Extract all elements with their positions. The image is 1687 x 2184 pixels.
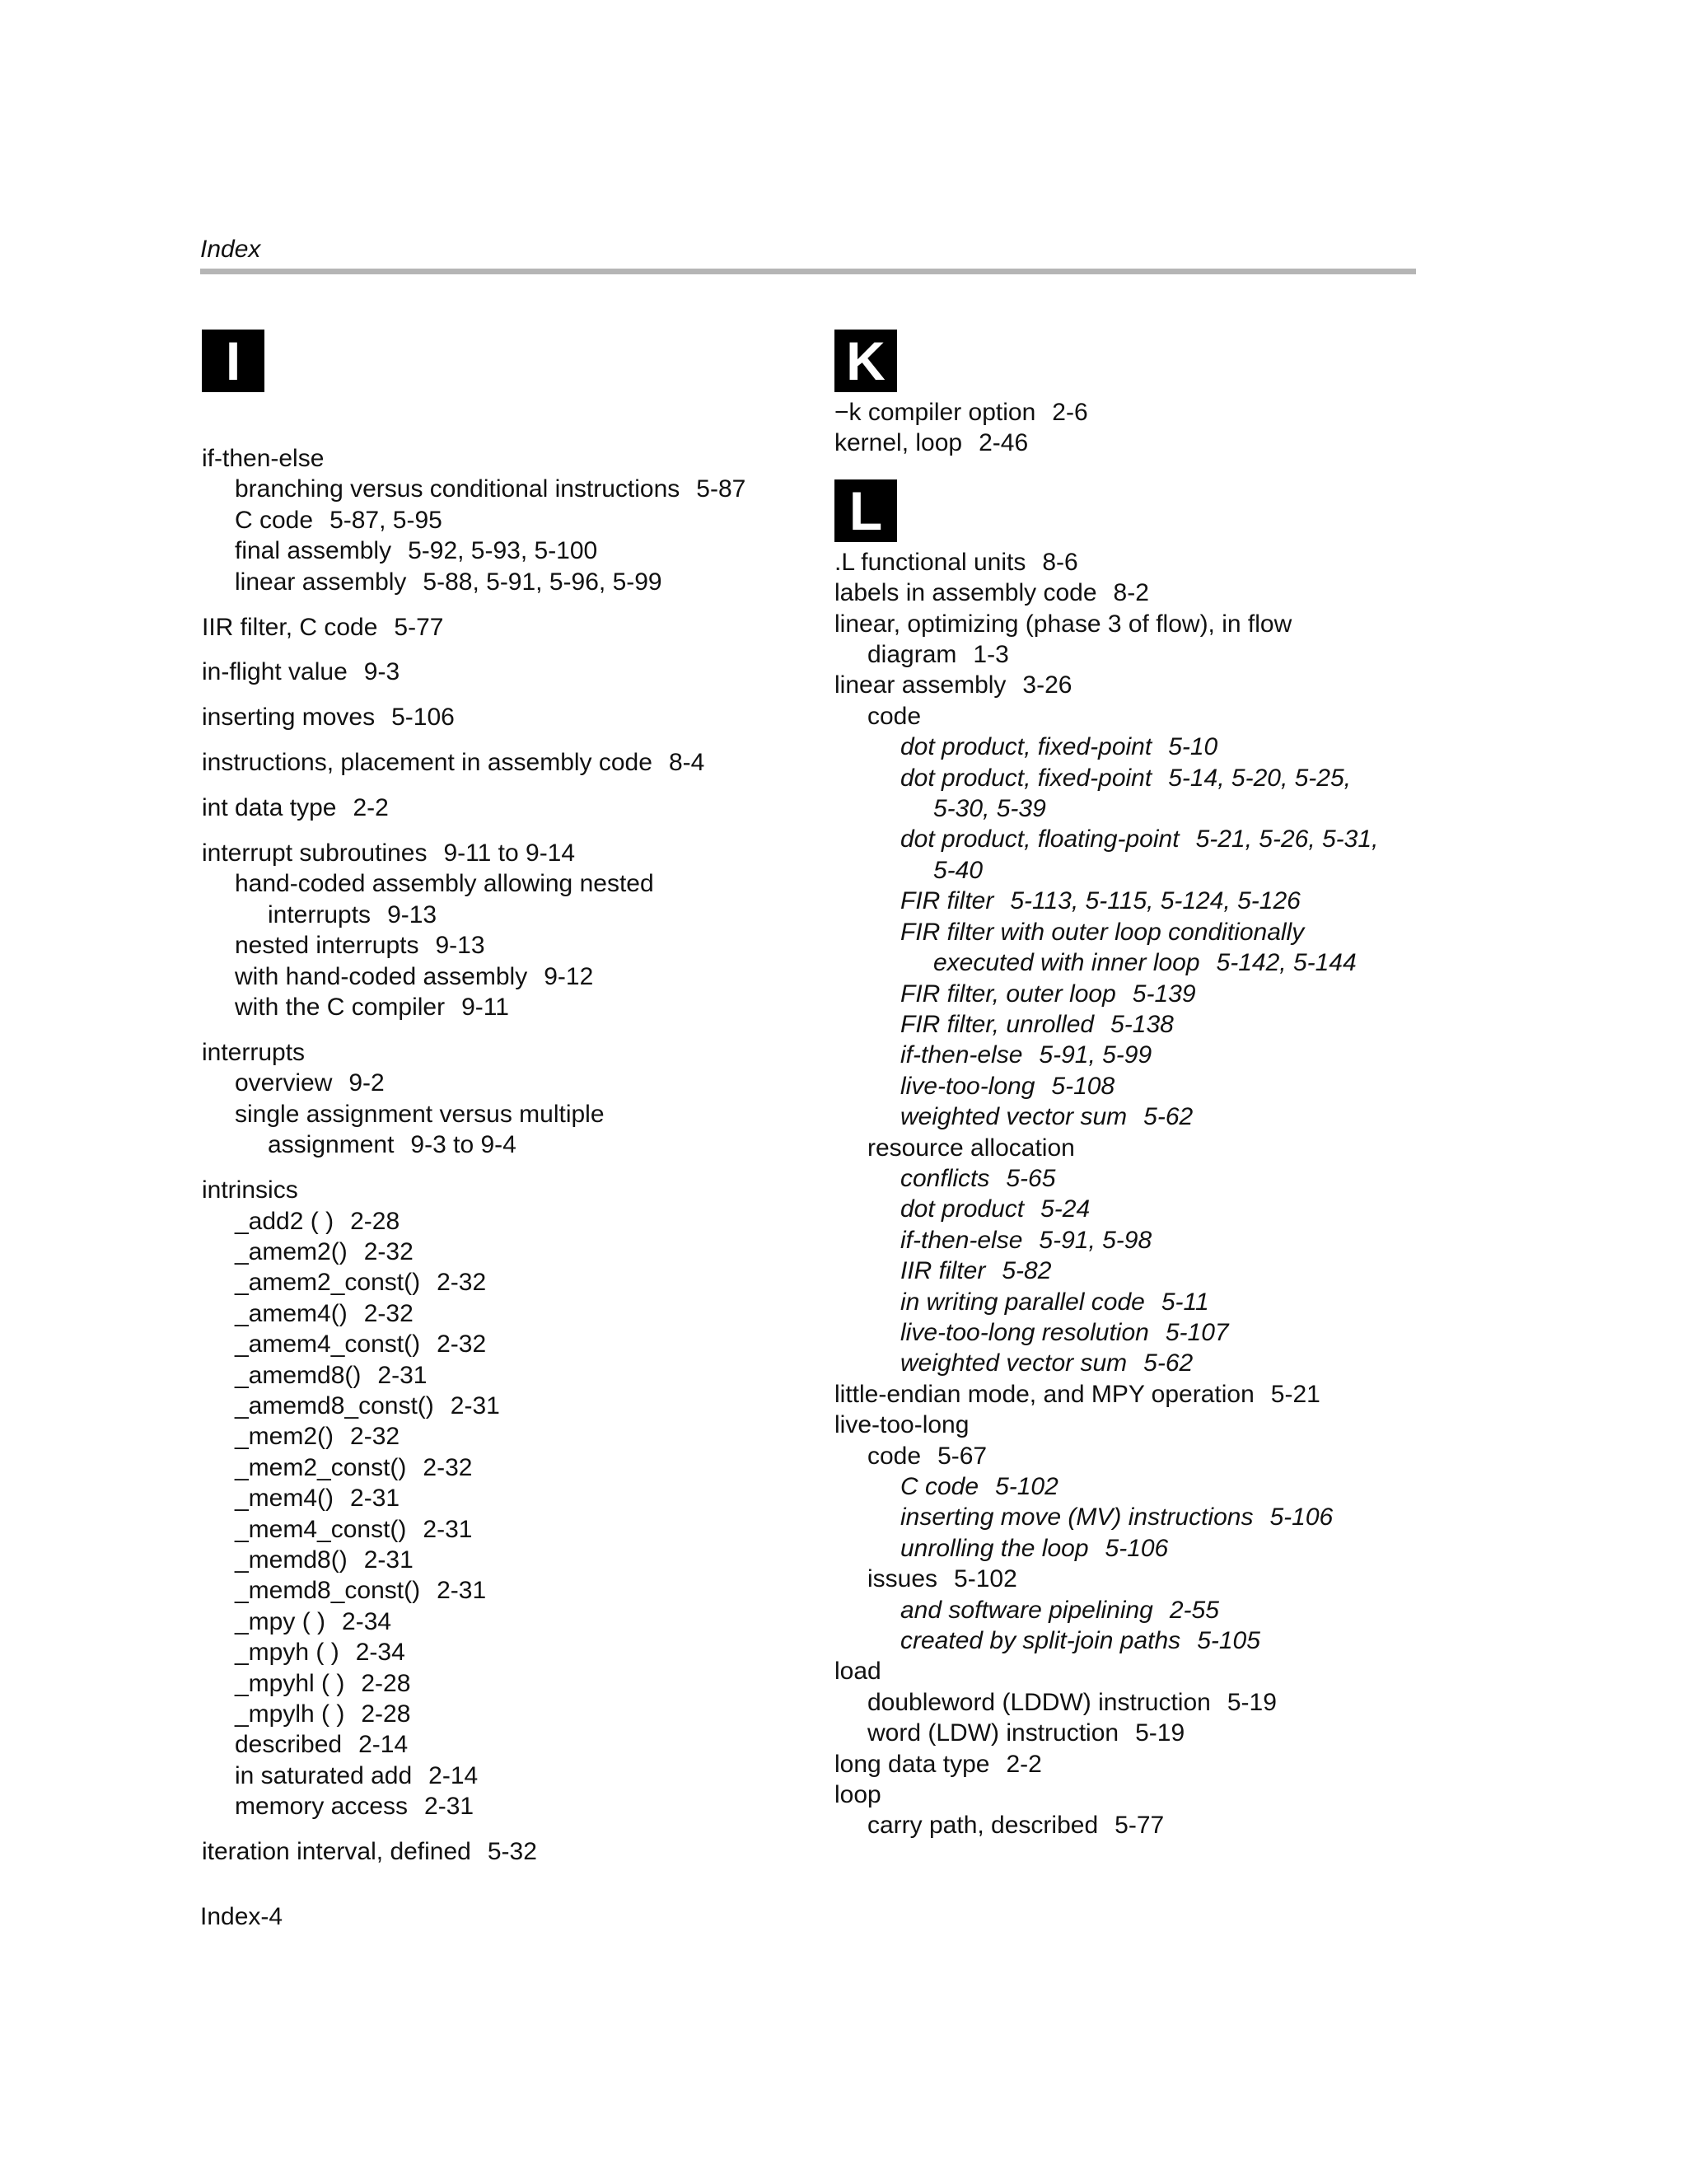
index-entry: [202, 992, 811, 1022]
index-entry: [834, 1163, 1444, 1194]
index-entry-term: IIR filter, C code: [202, 613, 378, 641]
index-entry: [202, 1483, 811, 1513]
index-entry: [202, 1206, 811, 1237]
index-entry: [834, 701, 1444, 732]
index-entry-term: memory access: [235, 1793, 409, 1821]
index-entry-term: dot product, floating-point: [900, 825, 1180, 853]
index-entry: [202, 1237, 811, 1267]
index-entry-pages: 5-87: [696, 475, 746, 503]
index-entry-term: if-then-else: [900, 1041, 1023, 1069]
index-entry: [202, 657, 811, 687]
index-section: [834, 397, 1444, 459]
index-entry-term: _add2 ( ): [235, 1207, 334, 1235]
index-column-right: [834, 330, 1444, 1841]
index-entry-term: carry path, described: [867, 1812, 1099, 1840]
index-entry-pages: 5-21: [1270, 1380, 1320, 1408]
index-entry: [202, 702, 811, 732]
index-entry-term: word (LDW) instruction: [867, 1719, 1119, 1747]
index-entry-term: resource allocation: [867, 1134, 1075, 1162]
index-entry-term: iteration interval, defined: [202, 1838, 471, 1866]
index-entry: [834, 763, 1444, 793]
index-entry-term: loop: [834, 1781, 881, 1809]
index-entry-term: inserting moves: [202, 704, 376, 732]
index-entry-term: live-too-long: [834, 1411, 970, 1439]
index-entry: [202, 1037, 811, 1068]
index-entry-term: code: [867, 702, 922, 730]
index-entry-term: _amem2_const(): [235, 1269, 421, 1297]
index-entry-pages: 9-11 to 9-14: [443, 839, 576, 868]
index-entry: [202, 930, 811, 961]
index-entry: [834, 1625, 1444, 1656]
index-entry-term: _mpylh ( ): [235, 1700, 345, 1728]
index-entry-term: intrinsics: [202, 1176, 298, 1204]
index-entry-pages: 5-91, 5-99: [1039, 1041, 1152, 1069]
index-entry: [834, 639, 1444, 670]
index-entry-term: _memd8(): [235, 1546, 348, 1574]
index-entry: [834, 979, 1444, 1009]
index-entry-term: dot product: [900, 1195, 1025, 1223]
index-entry-pages: 2-31: [437, 1577, 487, 1605]
index-entry-term: with the C compiler: [235, 994, 446, 1022]
index-entry-pages: 2-14: [358, 1731, 409, 1759]
index-entry-pages: 8-6: [1042, 548, 1078, 576]
index-entry-pages: 2-46: [979, 429, 1029, 457]
index-entry-pages: 9-11: [461, 994, 509, 1022]
index-entry: [834, 1749, 1444, 1779]
index-entry-pages: 5-82: [1002, 1257, 1052, 1285]
index-entry-pages: 5-107: [1165, 1318, 1229, 1346]
index-entry-term: 5-30, 5-39: [933, 795, 1046, 823]
index-entry-term: _amem4_const(): [235, 1331, 421, 1359]
index-entry: [202, 1329, 811, 1359]
index-entry-group: [202, 793, 811, 823]
index-entry-pages: 5-62: [1143, 1103, 1194, 1131]
index-entry-term: live-too-long: [900, 1072, 1035, 1100]
index-entry: [202, 1606, 811, 1637]
index-entry-pages: 2-32: [363, 1237, 414, 1265]
index-entry: [202, 1699, 811, 1729]
index-entry-pages: 5-19: [1135, 1719, 1185, 1747]
index-entry-term: little-endian mode, and MPY operation: [834, 1380, 1255, 1408]
index-entry-term: inserting move (MV) instructions: [900, 1504, 1254, 1532]
index-entry-group: [202, 1836, 811, 1867]
index-entry-term: unrolling the loop: [900, 1534, 1089, 1562]
section-letter-badge: L: [834, 479, 897, 542]
index-entry-pages: 8-4: [668, 749, 705, 777]
index-entry-term: linear assembly: [235, 568, 407, 596]
index-entry-pages: 5-77: [1115, 1812, 1165, 1840]
index-entry-pages: 5-106: [1269, 1504, 1334, 1532]
index-entry: [834, 1595, 1444, 1625]
index-entry-pages: 2-32: [350, 1423, 400, 1451]
index-entry-term: created by split-join paths: [900, 1627, 1181, 1655]
index-entry: [834, 886, 1444, 916]
index-entry-pages: 5-139: [1132, 980, 1196, 1008]
index-entry: [202, 474, 811, 504]
index-entry: [834, 1256, 1444, 1286]
index-entry-term: dot product, fixed-point: [900, 733, 1152, 761]
index-entry: [202, 747, 811, 778]
index-entry-pages: 5-77: [394, 613, 444, 641]
index-entry: [202, 1836, 811, 1867]
index-entry: [202, 1729, 811, 1760]
index-entry: [834, 1009, 1444, 1040]
index-entry-term: final assembly: [235, 537, 392, 565]
index-entry: [202, 1391, 811, 1421]
index-entry-term: assignment: [268, 1131, 395, 1159]
index-entry-term: doubleword (LDDW) instruction: [867, 1688, 1211, 1716]
index-entry: [202, 1452, 811, 1483]
index-entry: [202, 1575, 811, 1606]
index-entry-pages: 2-55: [1169, 1596, 1219, 1624]
index-entry: [202, 535, 811, 566]
index-entry: [834, 1441, 1444, 1471]
index-entry-pages: 2-31: [424, 1793, 474, 1821]
index-entry-pages: 2-31: [350, 1485, 400, 1513]
index-entry-term: long data type: [834, 1750, 990, 1778]
index-entry-pages: 5-108: [1051, 1072, 1115, 1100]
index-entry-pages: 5-102: [995, 1473, 1058, 1500]
index-entry-term: FIR filter: [900, 887, 994, 915]
index-entry-term: conflicts: [900, 1164, 990, 1192]
index-entry-group: [202, 612, 811, 643]
index-entry-term: _amemd8_const(): [235, 1391, 434, 1419]
index-entry-term: FIR filter with outer loop conditionally: [900, 918, 1305, 946]
index-entry-term: code: [867, 1442, 922, 1470]
index-entry-pages: 1-3: [973, 641, 1009, 669]
index-entry: [834, 609, 1444, 639]
index-entry-term: FIR filter, unrolled: [900, 1010, 1095, 1038]
index-entry: [834, 1471, 1444, 1502]
index-entry: [202, 793, 811, 823]
index-entry-term: _mem4_const(): [235, 1515, 407, 1543]
index-entry-term: C code: [235, 506, 314, 534]
index-entry: [834, 917, 1444, 947]
index-entry: [202, 1791, 811, 1822]
index-entry-term: branching versus conditional instructions: [235, 475, 680, 503]
index-entry: [834, 1687, 1444, 1718]
index-entry: [834, 1071, 1444, 1101]
index-entry-term: _mem2(): [235, 1423, 334, 1451]
index-entry: [834, 1533, 1444, 1564]
index-entry: [202, 1298, 811, 1329]
index-entry-pages: 5-62: [1143, 1349, 1194, 1377]
index-entry-term: linear assembly: [834, 671, 1007, 699]
index-entry-pages: 5-65: [1006, 1164, 1056, 1192]
index-entry-term: overview: [235, 1069, 333, 1097]
index-entry: [834, 1348, 1444, 1378]
index-entry: [202, 1068, 811, 1098]
index-entry-group: [202, 1037, 811, 1161]
index-entry: [202, 1175, 811, 1205]
index-entry-pages: 2-28: [361, 1669, 411, 1697]
index-entry-pages: 5-87, 5-95: [329, 506, 442, 534]
index-entry: [834, 1133, 1444, 1163]
index-entry-term: FIR filter, outer loop: [900, 980, 1116, 1008]
index-entry: [834, 1718, 1444, 1748]
index-entry-group: [202, 747, 811, 778]
index-entry: [834, 793, 1444, 824]
index-entry: [834, 428, 1444, 458]
index-entry: [834, 947, 1444, 978]
index-entry-group: [202, 443, 811, 597]
index-entry: [202, 1761, 811, 1791]
index-entry-term: weighted vector sum: [900, 1103, 1128, 1131]
index-entry-pages: 2-2: [1006, 1750, 1042, 1778]
index-entry: [202, 900, 811, 930]
index-entry: [202, 567, 811, 597]
index-entry: [834, 824, 1444, 854]
index-entry: [202, 1129, 811, 1160]
index-section: [834, 547, 1444, 1841]
index-entry-pages: 5-88, 5-91, 5-96, 5-99: [423, 568, 662, 596]
index-entry-pages: 5-10: [1168, 733, 1218, 761]
index-entry-term: in saturated add: [235, 1761, 413, 1789]
index-entry-term: dot product, fixed-point: [900, 764, 1152, 792]
index-entry-term: interrupts: [268, 900, 372, 928]
index-entry-term: IIR filter: [900, 1257, 986, 1285]
index-entry-term: instructions, placement in assembly code: [202, 749, 652, 777]
index-entry-pages: 5-21, 5-26, 5-31,: [1195, 825, 1379, 853]
index-entry-pages: 5-11: [1161, 1288, 1209, 1316]
index-entry-term: _mpyhl ( ): [235, 1669, 345, 1697]
index-entry: [834, 1040, 1444, 1070]
index-entry: [834, 1502, 1444, 1532]
index-entry-term: _amem4(): [235, 1299, 348, 1327]
index-entry-term: .L functional units: [834, 548, 1026, 576]
index-entry-term: linear, optimizing (phase 3 of flow), in flow: [834, 610, 1292, 638]
index-entry: [834, 1656, 1444, 1686]
index-entry-pages: 5-138: [1110, 1010, 1174, 1038]
index-entry-term: diagram: [867, 641, 957, 669]
index-entry-term: if-then-else: [202, 445, 325, 472]
index-entry-term: kernel, loop: [834, 429, 963, 457]
index-entry: [834, 1379, 1444, 1410]
index-entry-term: interrupts: [202, 1039, 306, 1066]
index-entry: [834, 1317, 1444, 1348]
index-entry: [202, 1099, 811, 1129]
index-entry-term: hand-coded assembly allowing nested: [235, 870, 654, 898]
index-entry: [202, 1637, 811, 1667]
index-entry-pages: 9-3: [363, 658, 400, 686]
index-entry-pages: 9-2: [348, 1069, 385, 1097]
index-entry-pages: 2-32: [437, 1331, 487, 1359]
index-entry-group: [202, 838, 811, 1022]
index-entry-pages: 5-14, 5-20, 5-25,: [1168, 764, 1351, 792]
index-entry: [202, 612, 811, 643]
index-entry: [834, 1101, 1444, 1132]
index-entry-pages: 5-67: [937, 1442, 988, 1470]
index-entry-pages: 2-28: [361, 1700, 411, 1728]
index-entry-pages: 5-91, 5-98: [1039, 1226, 1152, 1254]
index-entry-pages: 2-32: [437, 1269, 487, 1297]
index-entry-pages: 2-31: [363, 1546, 414, 1574]
index-entry-term: _amemd8(): [235, 1361, 362, 1389]
index-entry-pages: 5-32: [487, 1838, 537, 1866]
index-entry-term: nested interrupts: [235, 932, 419, 960]
index-entry: [834, 1564, 1444, 1594]
index-entry: [202, 868, 811, 899]
index-entry: [834, 547, 1444, 578]
index-entry: [834, 1779, 1444, 1810]
index-entry-term: C code: [900, 1473, 979, 1500]
index-entry-term: live-too-long resolution: [900, 1318, 1149, 1346]
index-entry-pages: 9-3 to 9-4: [410, 1131, 516, 1159]
index-entry: [834, 578, 1444, 608]
index-entry-pages: 2-6: [1052, 399, 1088, 426]
index-column-left: [202, 330, 811, 1882]
index-entry-term: int data type: [202, 794, 337, 822]
page-number: Index-4: [200, 1903, 283, 1930]
index-entry: [834, 1810, 1444, 1840]
index-entry-term: in writing parallel code: [900, 1288, 1145, 1316]
index-entry-pages: 5-105: [1197, 1627, 1260, 1655]
index-entry-term: weighted vector sum: [900, 1349, 1128, 1377]
index-entry: [202, 1267, 811, 1298]
index-entry-term: interrupt subroutines: [202, 839, 428, 868]
index-entry-pages: 2-28: [350, 1207, 400, 1235]
index-entry: [834, 1410, 1444, 1440]
index-entry-term: single assignment versus multiple: [235, 1100, 605, 1128]
index-entry: [202, 443, 811, 474]
header-rule: [200, 269, 1416, 274]
index-entry-pages: 2-31: [423, 1515, 473, 1543]
index-entry: [834, 1287, 1444, 1317]
index-entry: [834, 1225, 1444, 1256]
index-entry-pages: 2-2: [353, 794, 389, 822]
index-entry-pages: 2-34: [342, 1607, 392, 1635]
index-entry-pages: 9-12: [544, 962, 594, 990]
index-entry: [834, 855, 1444, 886]
index-entry: [202, 1545, 811, 1575]
index-entry-pages: 9-13: [387, 900, 437, 928]
index-entry-pages: 3-26: [1022, 671, 1072, 699]
index-entry-term: if-then-else: [900, 1226, 1023, 1254]
index-entry-term: described: [235, 1731, 343, 1759]
index-entry-term: _memd8_const(): [235, 1577, 421, 1605]
index-entry-pages: 5-106: [1105, 1534, 1169, 1562]
index-entry-pages: 2-31: [377, 1361, 428, 1389]
index-entry-pages: 5-113, 5-115, 5-124, 5-126: [1010, 887, 1301, 915]
index-entry-group: [202, 702, 811, 732]
index-entry-term: −k compiler option: [834, 399, 1036, 426]
index-entry-term: issues: [867, 1565, 938, 1593]
index-entry-pages: 9-13: [435, 932, 485, 960]
index-entry-pages: 5-142, 5-144: [1216, 949, 1357, 977]
index-entry-term: and software pipelining: [900, 1596, 1153, 1624]
section-letter-badge: K: [834, 330, 897, 392]
index-entry-term: labels in assembly code: [834, 579, 1097, 607]
index-entry-pages: 2-34: [355, 1639, 405, 1667]
index-entry: [834, 397, 1444, 428]
index-entry: [834, 732, 1444, 762]
index-entry: [202, 961, 811, 992]
index-entry-pages: 5-24: [1040, 1195, 1091, 1223]
index-entry-pages: 2-32: [363, 1299, 414, 1327]
running-head: Index: [200, 236, 261, 263]
index-entry-term: _mem2_const(): [235, 1453, 407, 1481]
index-entry-pages: 2-14: [428, 1761, 479, 1789]
index-entry-term: _mpyh ( ): [235, 1639, 339, 1667]
index-entry-pages: 5-102: [954, 1565, 1017, 1593]
index-entry-group: [202, 657, 811, 687]
index-entry: [202, 505, 811, 535]
index-entry: [202, 1421, 811, 1452]
index-entry-term: _mem4(): [235, 1485, 334, 1513]
index-entry-group: [202, 1175, 811, 1822]
index-entry-term: executed with inner loop: [933, 949, 1200, 977]
index-entry-pages: 2-31: [450, 1391, 500, 1419]
index-entry-term: load: [834, 1658, 881, 1686]
index-entry: [834, 670, 1444, 700]
index-entry-term: with hand-coded assembly: [235, 962, 528, 990]
index-entry: [202, 1668, 811, 1699]
index-entry-term: _mpy ( ): [235, 1607, 326, 1635]
index-entry-pages: 8-2: [1113, 579, 1149, 607]
index-entry-pages: 2-32: [423, 1453, 473, 1481]
index-entry: [202, 838, 811, 868]
index-entry: [834, 1194, 1444, 1224]
index-entry-term: 5-40: [933, 856, 984, 884]
index-entry-pages: 5-92, 5-93, 5-100: [408, 537, 598, 565]
index-entry-pages: 5-19: [1227, 1688, 1277, 1716]
section-letter-badge: I: [202, 330, 264, 392]
index-entry: [202, 1514, 811, 1545]
index-entry-term: in-flight value: [202, 658, 348, 686]
index-entry-term: _amem2(): [235, 1237, 348, 1265]
index-entry-pages: 5-106: [391, 704, 455, 732]
index-entry: [202, 1360, 811, 1391]
